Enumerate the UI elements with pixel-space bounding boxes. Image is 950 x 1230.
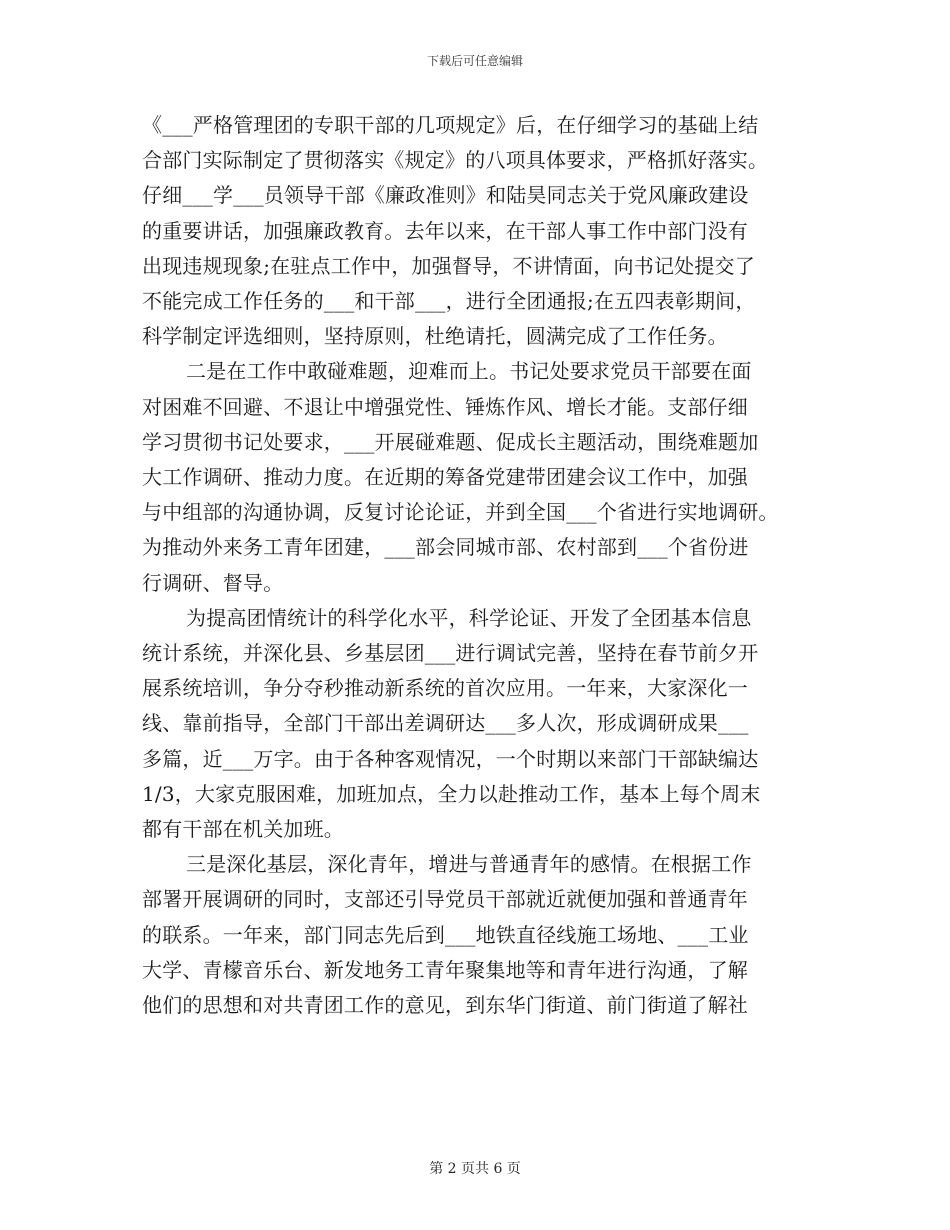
text-line: 科学制定评选细则，坚持原则，杜绝请托，圆满完成了工作任务。 [142,324,728,349]
text-line: 统计系统，并深化县、乡基层团___进行调试完善，坚持在春节前夕开 [142,641,759,665]
text-line: 部署开展调研的同时，支部还引导党员干部就近就便加强和普通青年 [142,887,748,912]
text-line: 大学、青檬音乐台、新发地务工青年聚集地等和青年进行沟通，了解 [142,957,748,982]
text-line: 他们的思想和对共青团工作的意见，到东华门街道、前门街道了解社 [142,993,748,1017]
text-line: 二是在工作中敢碰难题，迎难而上。书记处要求党员干部要在面 [186,359,752,384]
text-line: 的联系。一年来，部门同志先后到___地铁直径线施工场地、___工业 [142,922,749,947]
text-line: 都有干部在机关加班。 [142,817,344,841]
text-line: 多篇，近___万字。由于各种客观情况，一个时期以来部门干部缺编达 [142,746,759,771]
text-line: 为推动外来务工青年团建，___部会同城市部、农村部到___个省份进 [142,535,749,560]
text-line: 为提高团情统计的科学化水平，科学论证、开发了全团基本信息 [186,605,752,630]
text-line: 出现违规现象;在驻点工作中，加强督导，不讲情面，向书记处提交了 [142,253,755,278]
text-line: 的重要讲话，加强廉政教育。去年以来，在干部人事工作中部门没有 [142,218,748,243]
text-line: 行调研、督导。 [142,570,284,595]
page-header: 下载后可任意编辑 [426,54,523,68]
text-line: 不能完成工作任务的___和干部___，进行全团通报;在五四表彰期间， [142,289,756,313]
text-line: 大工作调研、推动力度。在近期的筹备党建带团建会议工作中，加强 [142,465,748,489]
text-line: 三是深化基层，深化青年，增进与普通青年的感情。在根据工作 [186,852,752,877]
text-line: 仔细___学___员领导干部《廉政准则》和陆昊同志关于党风廉政建设 [142,183,749,208]
text-line: 《___严格管理团的专职干部的几项规定》后，在仔细学习的基础上结 [142,113,759,137]
text-line: 线、靠前指导，全部门干部出差调研达___多人次，形成调研成果___ [142,711,749,736]
text-line: 合部门实际制定了贯彻落实《规定》的八项具体要求，严格抓好落实。 [142,148,769,173]
text-line: 1/3，大家克服困难，加班加点，全力以赴推动工作，基本上每个周末 [142,781,761,806]
text-line: 学习贯彻书记处要求，___开展碰难题、促成长主题活动，围绕难题加 [142,429,759,454]
text-line: 对困难不回避、不退让中增强党性、锤炼作风、增长才能。支部仔细 [142,394,748,419]
text-line: 展系统培训，争分夺秒推动新系统的首次应用。一年来，大家深化一 [142,676,748,701]
page-number: 第 2 页共 6 页 [429,1161,521,1177]
text-line: 与中组部的沟通协调，反复讨论论证，并到全国___个省进行实地调研。 [142,500,779,525]
